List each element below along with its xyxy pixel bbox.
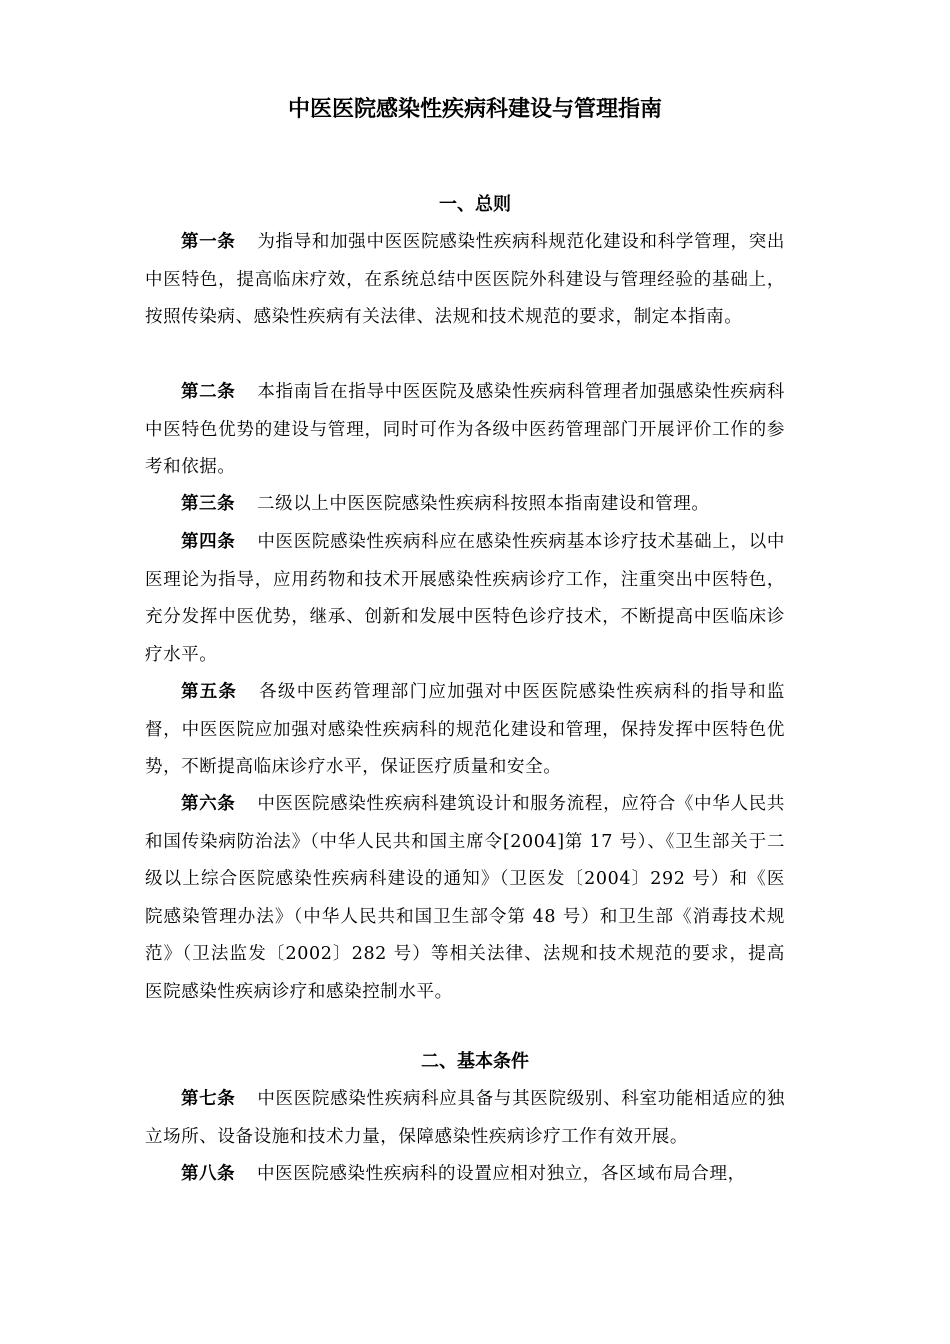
article-2 (145, 374, 785, 487)
article-3 (145, 486, 785, 524)
article-label: 第二条 (181, 382, 236, 402)
article-label: 第八条 (181, 1164, 235, 1184)
article-4 (145, 524, 785, 674)
article-5 (145, 674, 785, 787)
article-label: 第五条 (181, 682, 238, 702)
article-7 (145, 1081, 785, 1156)
section-heading-basic-conditions: 二、基本条件 (421, 1051, 529, 1072)
article-label: 第一条 (181, 232, 236, 252)
article-text: 本指南旨在指导中医医院及感染性疾病科管理者加强感染性疾病科中医特色优势的建设与管理，同时可作为各级中医药管理部门开展评价工作的参考和依据。 (145, 382, 786, 477)
article-label: 第四条 (181, 532, 236, 552)
article-text: 中医医院感染性疾病科应在感染性疾病基本诊疗技术基础上，以中医理论为指导，应用药物和技术开展感染性疾病诊疗工作，注重突出中医特色，充分发挥中医优势，继承、创新和发展中医特色诊疗技术，不断提高中医临床诊疗水平。 (145, 532, 786, 665)
section-heading-general: 一、总则 (439, 194, 511, 215)
article-1 (145, 224, 785, 337)
article-label: 第三条 (181, 494, 235, 514)
article-text: 二级以上中医医院感染性疾病科按照本指南建设和管理。 (257, 494, 710, 514)
article-6 (145, 786, 785, 1011)
document-title: 中医医院感染性疾病科建设与管理指南 (287, 97, 662, 122)
article-text: 为指导和加强中医医院感染性疾病科规范化建设和科学管理，突出中医特色，提高临床疗效，在系统总结中医医院外科建设与管理经验的基础上，按照传染病、感染性疾病有关法律、法规和技术规范的要求，制定本指南。 (145, 232, 786, 327)
article-text: 中医医院感染性疾病科的设置应相对独立，各区域布局合理， (257, 1164, 746, 1184)
article-8 (145, 1156, 785, 1194)
article-text: 中医医院感染性疾病科应具备与其医院级别、科室功能相适应的独立场所、设备设施和技术力量，保障感染性疾病诊疗工作有效开展。 (145, 1089, 786, 1147)
article-text: 各级中医药管理部门应加强对中医医院感染性疾病科的指导和监督，中医医院应加强对感染性疾病科的规范化建设和管理，保持发挥中医特色优势，不断提高临床诊疗水平，保证医疗质量和安全。 (145, 682, 785, 777)
article-label: 第六条 (181, 794, 236, 814)
article-text: 中医医院感染性疾病科建筑设计和服务流程，应符合《中华人民共和国传染病防治法》（中华人民共和国主席令[2004]第 17 号）、《卫生部关于二级以上综合医院感染性疾病科建设的通知》（卫医发〔2004〕292 号）和《医院感染管理办法》（中华人民共和国卫生部令第 48 号）和卫生部《消毒技术规范》（卫法监发〔2002〕282 号）等相关法律、法规和技术规范的要求，提高医院感染性疾病诊疗和感染控制水平。 (145, 794, 786, 1002)
article-label: 第七条 (181, 1089, 236, 1109)
